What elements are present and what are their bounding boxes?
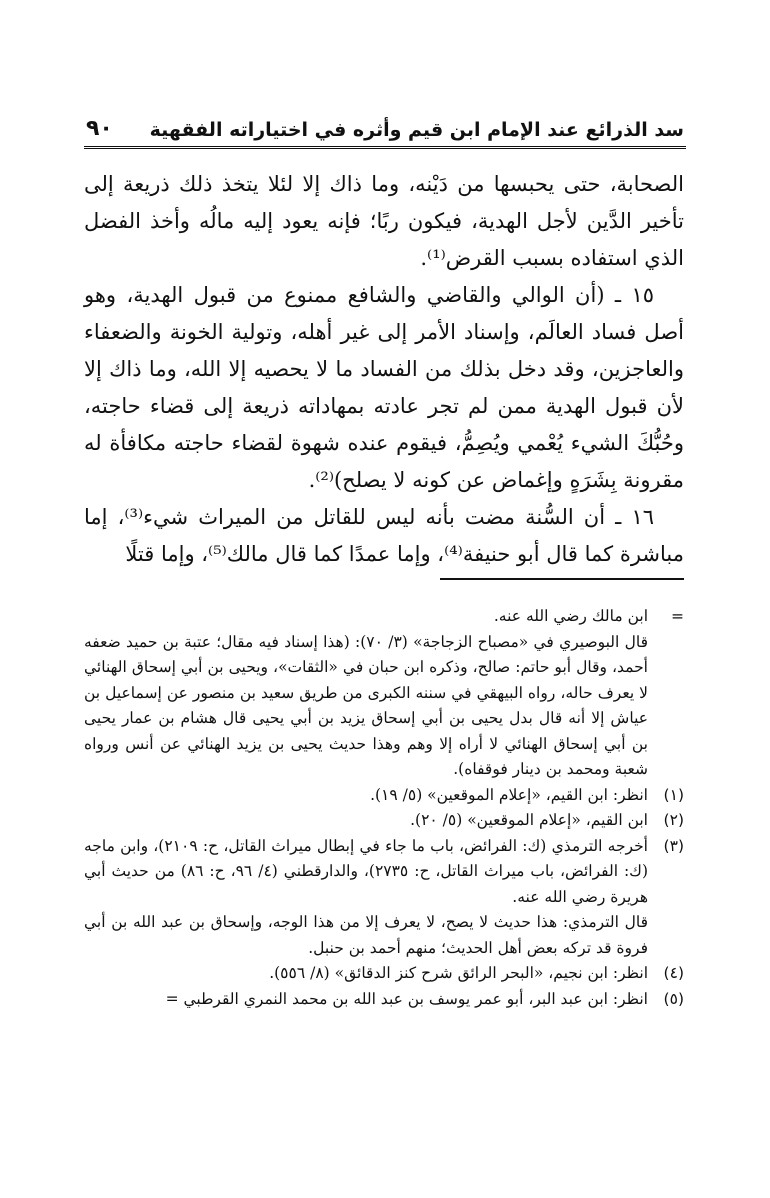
header-title: سد الذرائع عند الإمام ابن قيم وأثره في اختياراته الفقهية <box>149 119 684 141</box>
footnote-separator <box>440 578 684 580</box>
continuation-marker: = <box>671 607 684 625</box>
footnote-text: انظر: ابن القيم، «إعلام الموقعين» (٥/ ١٩). <box>370 785 648 804</box>
footnote-item <box>84 808 684 834</box>
footnote-text: انظر: ابن نجيم، «البحر الرائق شرح كنز الدقائق» (٨/ ٥٥٦). <box>269 964 648 982</box>
continuation-paragraph: قال البوصيري في «مصباح الزجاجة» (٣/ ٧٠): (هذا إسناد فيه مقال؛ عتبة بن حميد ضعفه أحمد، وقال أبو حاتم: صالح، وذكره ابن حبان في «الثقات»، ويحيى بن أبي إسحاق الهنائي لا يعرف حاله، رواه البيهقي في سننه الكبرى من طريق سعيد بن منصور عن إسماعيل بن عياش إلا أنه قال بدل يحيى بن أبي إسحاق يزيد بن أبي يحيى قال هشام بن عمار يحيى بن أبي إسحاق الهنائي لا أراه إلا وهم وهذا حديث يحيى بن يزيد الهنائي عن أنس ورواه شعبة ومحمد بن دينار فوقفاه). <box>84 632 648 778</box>
footnote-item <box>84 987 684 1013</box>
page-number: ٩٠ <box>86 116 113 141</box>
footnote-item <box>84 834 684 911</box>
footnote-marker: (٢) <box>663 811 684 829</box>
footnote-marker: (٤) <box>663 964 684 982</box>
footnote-text: أخرجه الترمذي (ك: الفرائض، باب ما جاء في إبطال ميراث القاتل، ح: ٢١٠٩)، وابن ماجه (ك: الفرائض، باب ميراث القاتل، ح: ٢٧٣٥)، والدارقطني (٤/ ٩٦، ح: ٨٦) من حديث أبي هريرة رضي الله عنه. <box>84 836 648 906</box>
footnote-marker: (٣) <box>663 836 684 855</box>
continuation-line: ابن مالك رضي الله عنه. <box>493 607 648 625</box>
paragraph-2: ١٥ ـ (أن الوالي والقاضي والشافع ممنوع من قبول الهدية، وهو أصل فساد العالَم، وإسناد الأمر إلى غير أهله، وتولية الخونة والضعفاء والعاجزين، وقد دخل بذلك من الفساد ما لا يحصيه إلا الله، وما ذاك إلا لأن قبول الهدية ممن لم تجر عادته بمهاداته ذريعة إلى قضاء حاجته، وحُبُّكَ الشيء يُعْمي ويُصِمُّ، فيقوم عنده شهوة لقضاء حاجته مكافأة له مقرونة بِشَرَهٍ وإغماض عن كونه لا يصلح)⁽²⁾. <box>84 283 684 492</box>
running-header <box>86 105 684 141</box>
footnote-marker: (٥) <box>663 989 684 1008</box>
footnote-text: انظر: ابن عبد البر، أبو عمر يوسف بن عبد الله بن محمد النمري القرطبي = <box>165 989 648 1008</box>
paragraph-3: ١٦ ـ أن السُّنة مضت بأنه ليس للقاتل من الميراث شيء⁽³⁾، إما مباشرة كما قال أبو حنيفة⁽⁴⁾، وإما عمدًا كما قال مالك⁽⁵⁾، وإما قتلًا <box>84 505 684 566</box>
footnote-text: قال الترمذي: هذا حديث لا يصح، لا يعرف إلا من هذا الوجه، وإسحاق بن عبد الله بن أبي فروة قد تركه بعض أهل الحديث؛ منهم أحمد بن حنبل. <box>84 913 648 957</box>
paragraph-1: الصحابة، حتى يحبسها من دَيْنه، وما ذاك إلا لئلا يتخذ ذلك ذريعة إلى تأخير الدَّين لأجل الهدية، فيكون ربًا؛ فإنه يعود إليه مالُه وأخذ الفضل الذي استفاده بسبب القرض⁽¹⁾. <box>84 172 684 270</box>
footnote-item <box>84 961 684 987</box>
main-text <box>84 166 684 573</box>
footnote-item <box>84 910 684 961</box>
header-rule <box>84 146 686 151</box>
footnotes <box>84 604 684 1012</box>
footnote-text: ابن القيم، «إعلام الموقعين» (٥/ ٢٠). <box>410 811 648 829</box>
footnote-item <box>84 783 684 809</box>
footnote-continuation <box>84 604 684 630</box>
footnote-marker: (١) <box>663 785 684 804</box>
